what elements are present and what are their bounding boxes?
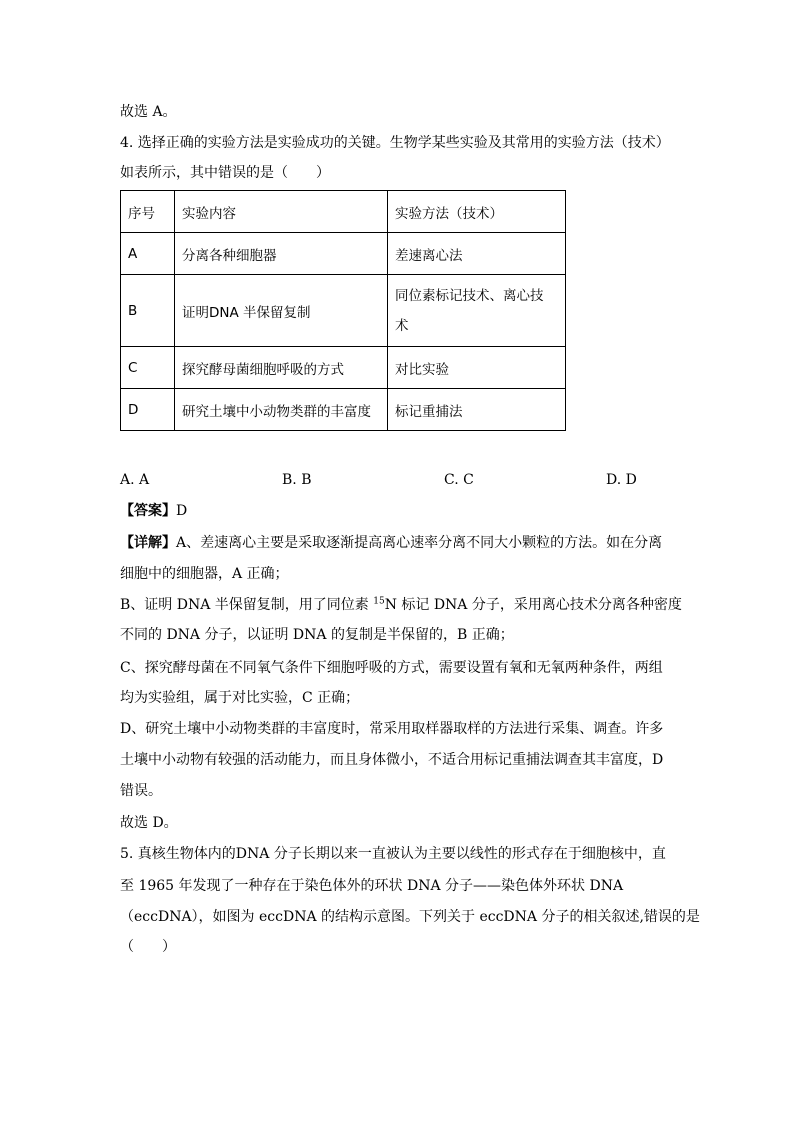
detail-b-text: B、证明 DNA 半保留复制，用了同位素 bbox=[120, 597, 374, 613]
question-5-stem-line3: （eccDNA），如图为 eccDNA 的结构示意图。下列关于 eccDNA 分子的相关叙述,错误的是 bbox=[120, 909, 700, 925]
detail-text: A、差速离心主要是采取逐渐提高离心速率分离不同大小颗粒的方法。如在分离 bbox=[176, 535, 663, 551]
option-a: A. A bbox=[120, 472, 150, 488]
question-4-stem-line2: 如表所示，其中错误的是（ ） bbox=[120, 165, 330, 181]
table-cell-method-line: 同位素标记技术、离心技 bbox=[395, 287, 544, 304]
table-cell-id: D bbox=[121, 389, 175, 431]
table-cell-method: 对比实验 bbox=[388, 347, 566, 389]
detail-b-line2: 不同的 DNA 分子，以证明 DNA 的复制是半保留的，B 正确； bbox=[120, 627, 514, 643]
option-c: C. C bbox=[444, 472, 474, 488]
question-5-stem-line2: 至 1965 年发现了一种存在于染色体外的环状 DNA 分子——染色体外环状 DNA bbox=[120, 878, 624, 894]
question-5-stem-line1: 5. 真核生物体内的DNA 分子长期以来一直被认为主要以线性的形式存在于细胞核中，直 bbox=[120, 846, 666, 862]
detail-label: 【详解】 bbox=[120, 535, 176, 551]
table-cell-id: B bbox=[121, 275, 175, 347]
question-5-stem-line4: （ ） bbox=[120, 939, 176, 955]
table-cell-content: 证明DNA 半保留复制 bbox=[175, 275, 388, 347]
detail-a-line2: 细胞中的细胞器，A 正确； bbox=[120, 566, 289, 582]
table-cell-method: 标记重捕法 bbox=[388, 389, 566, 431]
detail-a-line1 bbox=[120, 533, 662, 553]
table-cell-content: 研究土壤中小动物类群的丰富度 bbox=[175, 389, 388, 431]
table-row bbox=[121, 347, 566, 389]
detail-d-line2: 土壤中小动物有较强的活动能力，而且身体微小，不适合用标记重捕法调查其丰富度，D bbox=[120, 752, 664, 768]
table-header-row bbox=[121, 191, 566, 233]
detail-c-line1: C、探究酵母菌在不同氧气条件下细胞呼吸的方式，需要设置有氧和无氧两种条件，两组 bbox=[120, 660, 663, 676]
table-cell-content: 探究酵母菌细胞呼吸的方式 bbox=[175, 347, 388, 389]
table-cell-method-line: 术 bbox=[395, 317, 409, 334]
table-cell-id: C bbox=[121, 347, 175, 389]
table-header-cell: 实验方法（技术） bbox=[388, 191, 566, 233]
conclusion: 故选 D。 bbox=[120, 815, 178, 831]
option-d: D. D bbox=[606, 472, 637, 488]
detail-b-line1 bbox=[120, 595, 682, 615]
answer-label: 【答案】 bbox=[120, 503, 176, 519]
table-header-cell: 实验内容 bbox=[175, 191, 388, 233]
previous-answer-conclusion: 故选 A。 bbox=[120, 104, 177, 120]
table-row bbox=[121, 389, 566, 431]
table-cell-content: 分离各种细胞器 bbox=[175, 233, 388, 275]
table-cell-method bbox=[388, 275, 566, 347]
isotope-superscript: 15 bbox=[373, 596, 385, 607]
table-cell-id: A bbox=[121, 233, 175, 275]
option-b: B. B bbox=[282, 472, 312, 488]
answer-value: D bbox=[176, 503, 188, 519]
detail-d-line3: 错误。 bbox=[120, 783, 162, 799]
experiment-methods-table bbox=[120, 190, 566, 431]
table-row bbox=[121, 233, 566, 275]
question-4-stem-line1: 4. 选择正确的实验方法是实验成功的关键。生物学某些实验及其常用的实验方法（技术） bbox=[120, 135, 670, 151]
table-row bbox=[121, 275, 566, 347]
table-cell-method: 差速离心法 bbox=[388, 233, 566, 275]
detail-b-text: N 标记 DNA 分子，采用离心技术分离各种密度 bbox=[384, 597, 682, 613]
detail-c-line2: 均为实验组，属于对比实验，C 正确； bbox=[120, 690, 360, 706]
answer-line bbox=[120, 501, 187, 521]
table-header-cell: 序号 bbox=[121, 191, 175, 233]
detail-d-line1: D、研究土壤中小动物类群的丰富度时，常采用取样器取样的方法进行采集、调查。许多 bbox=[120, 721, 664, 737]
